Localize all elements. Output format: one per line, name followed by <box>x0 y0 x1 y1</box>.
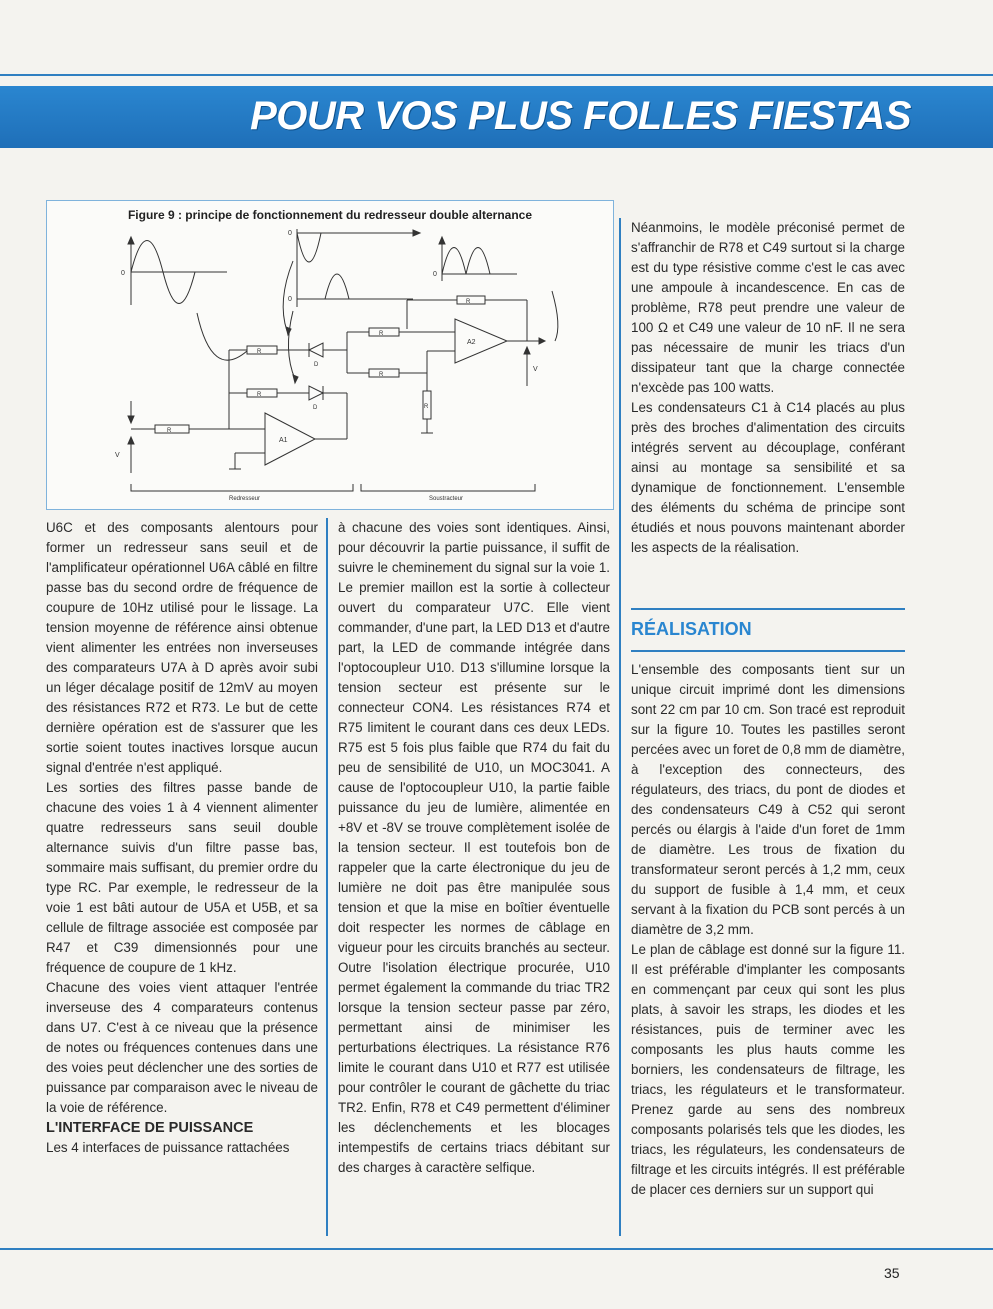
half-wave-positive-waveform <box>288 273 413 307</box>
paragraph: Les sorties des filtres passe bande de chacune des voies 1 à 4 viennent alimenter quatre redresseurs sans seuil double alternance suivis d'un filtre passe bas, sommaire mais suffisant, du premier ordre du type RC. Par exemple, le redresseur de la voie 1 est bâti autour de U5A et U5B, et sa cellule de filtrage associée est composée par R47 et C39 dimensionnés pour une fréquence de coupure de 1 kHz. <box>46 780 318 975</box>
text-column-1 <box>46 518 318 1158</box>
opamp-a2-label: A2 <box>467 339 476 346</box>
top-rule <box>0 74 993 76</box>
section-title: RÉALISATION <box>631 619 752 639</box>
header-banner <box>0 86 993 148</box>
text-column-2 <box>338 518 610 1178</box>
opamp-a2 <box>455 319 507 363</box>
resistor-input-label: R <box>167 428 172 434</box>
paragraph: Les 4 interfaces de puissance rattachées <box>46 1140 290 1155</box>
paragraph: Les condensateurs C1 à C14 placés au plus près des broches d'alimentation des circuits intégrés servent au découplage, conférant ainsi au montage sa sensibilité et sa dynamique de fonctionnement. L'ensemble des éléments du schéma de principe sont étudiés et nous pouvons maintenant aborder les aspects de la réalisation. <box>631 400 905 555</box>
top-zero-label: 0 <box>288 230 292 237</box>
output-waveform <box>433 237 517 281</box>
soustracteur-label: Soustracteur <box>429 496 464 502</box>
opamp-a1-label: A1 <box>279 437 288 444</box>
resistor-feedback-label: R <box>466 299 471 305</box>
vout-label: V <box>533 366 538 373</box>
text-column-3-continued <box>631 660 905 1200</box>
bottom-rule <box>0 1248 993 1250</box>
resistor-sum-label: R <box>379 331 384 337</box>
text-column-3 <box>631 218 905 558</box>
redresseur-label: Redresseur <box>229 496 261 502</box>
column-divider <box>619 218 621 1236</box>
bracket-redresseur <box>131 484 353 502</box>
input-waveform <box>121 237 227 305</box>
column-divider <box>326 518 328 1236</box>
resistor-load-label: R <box>424 404 429 410</box>
opamp-a1 <box>265 413 315 465</box>
page-number: 35 <box>884 1265 900 1281</box>
resistor-r2a-label: R <box>257 349 262 355</box>
bracket-soustracteur <box>361 484 535 502</box>
section-heading-realisation <box>631 608 905 652</box>
figure-caption: Figure 9 : principe de fonctionnement du redresseur double alternance <box>127 208 533 222</box>
diode-d1-label: D <box>314 362 319 368</box>
diode-d2 <box>309 386 323 400</box>
input-zero-label: 0 <box>121 270 125 277</box>
resistor-r3-label: R <box>379 372 384 378</box>
resistor-r2b-label: R <box>257 392 262 398</box>
diode-d1 <box>309 343 323 357</box>
vin-label: V <box>115 452 120 459</box>
rectifier-schematic <box>47 201 613 509</box>
paragraph: Néanmoins, le modèle préconisé permet de s'affranchir de R78 et C49 surtout si la charge est du type résistive comme c'est le cas avec une ampoule à incandescence. En cas de problème, R78 peut prendre une valeur de 100 Ω et C49 une valeur de 10 nF. Il ne sera pas nécessaire de munir les triacs d'un dissipateur tant que la charge connectée n'excède pas 100 watts. <box>631 220 905 395</box>
paragraph: U6C et des composants alentours pour former un redresseur sans seuil et de l'amplificateur opérationnel U6A câblé en filtre passe bas du second ordre de fréquence de coupure de 10Hz utilisé pour le lissage. La tension moyenne de référence ainsi obtenue vient alimenter les entrées non inverseuses des comparateurs U7A à D après avoir subi un léger décalage positif de 12mV au moyen des résistances R72 et R73. Le but de cette dernière opération est de s'assurer que les sortie soient toutes inactives lorsque aucun signal d'entrée n'est appliqué. <box>46 520 318 775</box>
paragraph: Le plan de câblage est donné sur la figure 11. Il est préférable d'implanter les composants en commençant par ceux qui sont les plus plats, à savoir les straps, les diodes et les résistances, puis de terminer avec les composants les plus hauts comme les borniers, les condensateurs de filtrage, les triacs, les régulateurs et le transformateur. Prenez garde au sens des nombreux composants polarisés tels que les diodes, les triacs, les régulateurs, les condensateurs de filtrage et les circuits intégrés. Il est préférable de placer ces derniers sur un support qui <box>631 942 905 1197</box>
paragraph: à chacune des voies sont identiques. Ainsi, pour découvrir la partie puissance, il suffit de suivre le cheminement du signal sur la voie 1. Le premier maillon est la sortie à collecteur ouvert du comparateur U7C. Elle vient commander, d'une part, la LED D13 et d'autre part, la LED de commande intégrée dans l'optocoupleur U10. D13 s'illumine lorsque la tension secteur est présente sur le connecteur CON4. Les résistances R74 et R75 limitent le courant dans ces deux LEDs. R75 est 5 fois plus faible que R74 du fait du peu de sensibilité de U10, un MOC3041. A cause de l'optocoupleur U10, la partie faible puissance du jeu de lumière, alimentée en +8V et -8V se trouve complètement isolée de la tension secteur. Il est toutefois bon de rappeler que la carte électronique du jeu de lumière ne doit pas être manipulée sous tension et que la mise en boîtier éventuelle doit respecter les normes de câblage en vigueur pour les circuits branchés au secteur. Outre l'isolation électrique procurée, U10 permet également la commande du triac TR2 lorsque la tension secteur passe par zéro, permettant ainsi de minimiser les perturbations électriques. La résistance R76 limite le courant dans U10 et R77 est utilisée pour contrôler le courant de gâchette du triac TR2. Enfin, R78 et C49 permettent d'éliminer les déclenchements et les blocages intempestifs de certains triacs débitant sur des charges à caractère selfique. <box>338 520 610 1175</box>
subheading-interface-puissance: L'INTERFACE DE PUISSANCE <box>46 1120 254 1136</box>
paragraph: L'ensemble des composants tient sur un unique circuit imprimé dont les dimensions sont 22 cm par 10 cm. Son tracé est reproduit sur la figure 10. Toutes les pastilles seront percées avec un foret de 0,8 mm de diamètre, à l'exception des connecteurs, des régulateurs, des triacs, du pont de diodes et des condensateurs C49 à C52 qui seront percés ou élargis à l'aide d'un foret de 1mm de diamètre. Les trous de fixation du transformateur seront percés à 1,2 mm, ceux du support de fusible à 1,4 mm, et ceux servant à la fixation du PCB sont percés à un diamètre de 3,2 mm. <box>631 662 905 937</box>
output-zero-label: 0 <box>433 271 437 278</box>
page-title: POUR VOS PLUS FOLLES FIESTAS <box>250 94 911 138</box>
mid-zero-label: 0 <box>288 296 292 303</box>
figure-9 <box>46 200 614 510</box>
half-wave-negative-waveform <box>288 229 420 273</box>
paragraph: Chacune des voies vient attaquer l'entrée inverseuse des 4 comparateurs contenus dans U7. C'est à ce niveau que la présence de notes ou fréquences contenues dans une des voies peut déclencher une des sorties de puissance par comparaison avec le niveau de la voie de référence. <box>46 980 318 1115</box>
diode-d2-label: D <box>313 405 318 411</box>
